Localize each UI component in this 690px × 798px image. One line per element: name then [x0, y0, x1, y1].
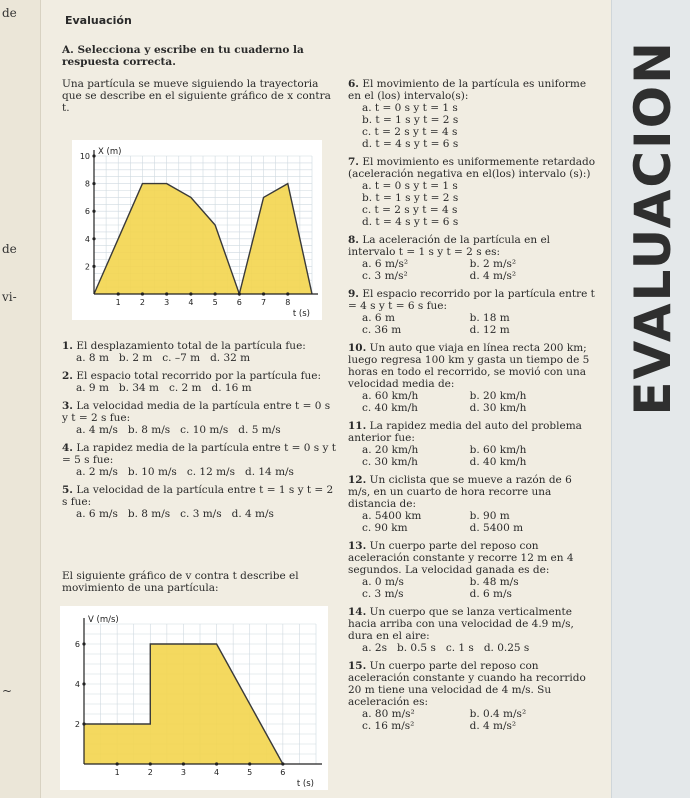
x-tick-mark [215, 762, 218, 765]
answer-option: c. t = 2 s y t = 4 s [362, 126, 458, 138]
question-stem [62, 400, 337, 424]
question-1 [62, 340, 337, 364]
section-tab [611, 0, 690, 798]
y-tick-label: 6 [84, 207, 90, 217]
answer-option: a. 8 m [76, 352, 109, 364]
x-tick-label: 2 [139, 298, 145, 307]
answer-option: b. 60 km/h [469, 444, 527, 456]
answer-option: a. 5400 km [362, 510, 422, 522]
question-text: El espacio total recorrido por la partícula fue: [76, 370, 322, 382]
question-stem [62, 484, 337, 508]
answer-option: d. 0.25 s [483, 642, 530, 654]
x-tick-mark [149, 762, 152, 765]
question-4 [62, 442, 337, 478]
question-stem [62, 370, 337, 382]
answer-option: d. 5 m/s [238, 424, 281, 436]
question-number: 6. [348, 78, 359, 90]
answer-option: a. 0 m/s [362, 576, 404, 588]
y-tick-mark [82, 642, 85, 645]
velocity-time-svg [60, 606, 328, 790]
answer-option: c. 16 m/s² [362, 720, 415, 732]
question-14 [348, 606, 596, 654]
x-tick-label: 7 [261, 298, 267, 307]
answer-option: a. 4 m/s [76, 424, 118, 436]
x-tick-mark [116, 762, 119, 765]
y-tick-label: 10 [79, 152, 90, 161]
x-tick-label: 8 [285, 298, 291, 307]
question-number: 7. [348, 156, 359, 168]
y-tick-label: 2 [74, 720, 80, 729]
chart2-intro: El siguiente gráfico de v contra t describe el movimiento de una partícula: [62, 570, 299, 594]
answer-option: a. 80 m/s² [362, 708, 415, 720]
answer-option: d. 14 m/s [244, 466, 294, 478]
answer-option: a. 9 m [76, 382, 109, 394]
y-tick-mark [92, 154, 95, 157]
answer-option: a. 6 m/s² [362, 258, 409, 270]
answer-option: c. –7 m [162, 352, 201, 364]
question-number: 2. [62, 370, 73, 382]
answer-option: c. t = 2 s y t = 4 s [362, 204, 458, 216]
question-stem [348, 234, 596, 258]
x-axis-label: t (s) [296, 779, 314, 789]
answer-option: c. 2 m [168, 382, 202, 394]
question-options [348, 312, 596, 336]
question-3 [62, 400, 337, 436]
y-tick-mark [92, 237, 95, 240]
question-number: 10. [348, 342, 367, 354]
page-title: Evaluación [65, 14, 132, 27]
question-options [62, 382, 337, 394]
y-tick-label: 6 [74, 640, 80, 649]
answer-option: d. 4 m/s [231, 508, 274, 520]
answer-option: b. 20 km/h [469, 390, 527, 402]
position-time-chart [72, 140, 322, 320]
question-options [62, 352, 337, 364]
question-text: El movimiento es uniformemente retardado (aceleración negativa en el(los) intervalo (s):) [348, 156, 596, 180]
x-tick-label: 5 [212, 298, 218, 307]
x-tick-label: 4 [214, 768, 220, 777]
question-text: Un cuerpo parte del reposo con aceleración constante y cuando ha recorrido 20 m tiene una velocidad de 4 m/s. Su aceleración es: [348, 660, 586, 708]
y-tick-mark [92, 182, 95, 185]
question-12 [348, 474, 596, 534]
answer-option: b. 8 m/s [127, 508, 171, 520]
answer-option: c. 36 m [362, 324, 402, 336]
question-options [62, 508, 337, 520]
y-tick-mark [82, 682, 85, 685]
question-6 [348, 78, 596, 150]
question-7 [348, 156, 596, 228]
question-text: El movimiento de la partícula es uniforme en el (los) intervalo(s): [348, 78, 587, 102]
answer-option: d. 30 km/h [469, 402, 527, 414]
answer-option: b. 0.5 s [397, 642, 436, 654]
question-text: Un ciclista que se mueve a razón de 6 m/s, en un cuarto de hora recorre una distancia de: [348, 474, 572, 510]
question-options [348, 180, 596, 228]
answer-option: c. 90 km [362, 522, 408, 534]
question-number: 8. [348, 234, 359, 246]
y-tick-label: 4 [74, 680, 80, 689]
answer-option: b. 18 m [469, 312, 510, 324]
question-number: 11. [348, 420, 367, 432]
question-number: 1. [62, 340, 73, 352]
answer-option: c. 3 m/s² [362, 270, 408, 282]
answer-option: d. 4 m/s² [469, 720, 517, 732]
velocity-time-chart [60, 606, 328, 790]
answer-option: a. 20 km/h [362, 444, 419, 456]
side-mark: de [2, 242, 17, 256]
question-15 [348, 660, 596, 732]
answer-option: a. t = 0 s y t = 1 s [362, 102, 458, 114]
question-options [348, 642, 596, 654]
answer-option: b. 0.4 m/s² [469, 708, 527, 720]
x-tick-mark [141, 292, 144, 295]
answer-option: d. 32 m [210, 352, 251, 364]
question-number: 13. [348, 540, 367, 552]
question-stem [348, 660, 596, 708]
x-tick-label: 3 [180, 768, 186, 777]
x-tick-mark [281, 762, 284, 765]
x-tick-label: 3 [164, 298, 170, 307]
question-text: Un cuerpo parte del reposo con aceleración constante y recorre 12 m en 4 segundos. La velocidad ganada es de: [348, 540, 574, 576]
question-9 [348, 288, 596, 336]
answer-option: b. 2 m/s² [469, 258, 517, 270]
answer-option: b. 34 m [118, 382, 159, 394]
answer-option: c. 12 m/s [186, 466, 235, 478]
question-text: La aceleración de la partícula en el intervalo t = 1 s y t = 2 s es: [348, 234, 551, 258]
question-text: La rapidez media de la partícula entre t = 0 s y t = 5 s fue: [62, 442, 336, 466]
question-stem [62, 340, 337, 352]
question-number: 14. [348, 606, 367, 618]
answer-option: d. 5400 m [469, 522, 524, 534]
question-options [348, 576, 596, 600]
right-questions [348, 78, 596, 738]
y-tick-mark [92, 265, 95, 268]
question-stem [348, 420, 596, 444]
position-time-svg [72, 140, 322, 320]
question-options [348, 390, 596, 414]
answer-option: a. 2s [362, 642, 388, 654]
answer-option: d. 40 km/h [469, 456, 527, 468]
question-options [348, 510, 596, 534]
side-mark: de [2, 6, 17, 20]
x-tick-label: 1 [115, 298, 121, 307]
question-number: 3. [62, 400, 73, 412]
question-text: La velocidad media de la partícula entre t = 0 s y t = 2 s fue: [62, 400, 331, 424]
question-text: El espacio recorrido por la partícula entre t = 4 s y t = 6 s fue: [348, 288, 595, 312]
question-stem [348, 288, 596, 312]
answer-option: b. 10 m/s [127, 466, 177, 478]
question-text: Un auto que viaja en línea recta 200 km; luego regresa 100 km y gasta un tiempo de 5 horas en todo el recorrido, se movió con una velocidad media de: [348, 342, 590, 390]
question-number: 4. [62, 442, 73, 454]
question-options [348, 102, 596, 150]
answer-option: b. 8 m/s [127, 424, 171, 436]
question-options [348, 708, 596, 732]
intro-2 [62, 570, 337, 594]
x-tick-mark [117, 292, 120, 295]
section-a-intro: Una partícula se mueve siguiendo la trayectoria que se describe en el siguiente gráfico de x contra t. [62, 78, 331, 114]
answer-option: a. 60 km/h [362, 390, 419, 402]
question-text: La rapidez media del auto del problema anterior fue: [348, 420, 582, 444]
question-2 [62, 370, 337, 394]
question-stem [348, 606, 596, 642]
left-questions [62, 340, 337, 526]
question-10 [348, 342, 596, 414]
x-tick-label: 6 [280, 768, 286, 777]
question-text: La velocidad de la partícula entre t = 1 s y t = 2 s fue: [62, 484, 334, 508]
y-tick-label: 4 [84, 234, 90, 244]
answer-option: a. t = 0 s y t = 1 s [362, 180, 458, 192]
answer-option: b. 2 m [118, 352, 153, 364]
question-stem [348, 474, 596, 510]
question-number: 5. [62, 484, 73, 496]
side-mark: ~ [2, 684, 13, 698]
question-13 [348, 540, 596, 600]
answer-option: c. 3 m/s [180, 508, 222, 520]
answer-option: c. 3 m/s [362, 588, 404, 600]
answer-option: a. 2 m/s [76, 466, 118, 478]
x-tick-mark [165, 292, 168, 295]
question-number: 12. [348, 474, 367, 486]
answer-option: d. 6 m/s [469, 588, 512, 600]
section-tab-label: EVALUACION [624, 40, 682, 416]
answer-option: c. 1 s [445, 642, 474, 654]
question-stem [348, 540, 596, 576]
question-8 [348, 234, 596, 282]
section-a-instruction: A. Selecciona y escribe en tu cuaderno la respuesta correcta. [62, 44, 304, 68]
answer-option: d. 4 m/s² [469, 270, 517, 282]
answer-option: b. t = 1 s y t = 2 s [362, 114, 459, 126]
answer-option: c. 10 m/s [180, 424, 229, 436]
answer-option: d. t = 4 s y t = 6 s [362, 138, 459, 150]
answer-option: d. t = 4 s y t = 6 s [362, 216, 459, 228]
x-tick-mark [182, 762, 185, 765]
question-text: El desplazamiento total de la partícula fue: [76, 340, 306, 352]
question-options [348, 444, 596, 468]
x-tick-mark [238, 292, 241, 295]
x-tick-mark [189, 292, 192, 295]
x-tick-label: 2 [147, 768, 153, 777]
answer-option: b. 90 m [469, 510, 510, 522]
y-tick-mark [92, 210, 95, 213]
question-number: 15. [348, 660, 367, 672]
answer-option: d. 16 m [211, 382, 252, 394]
question-options [62, 424, 337, 436]
left-column [62, 44, 334, 114]
y-axis-label: V (m/s) [88, 615, 119, 625]
x-tick-label: 4 [188, 298, 194, 307]
question-stem [348, 342, 596, 390]
x-axis-label: t (s) [292, 309, 310, 319]
question-text: Un cuerpo que se lanza verticalmente hacia arriba con una velocidad de 4.9 m/s, dura en el aire: [348, 606, 574, 642]
x-tick-label: 1 [114, 768, 120, 777]
y-axis-label: X (m) [98, 147, 122, 157]
y-tick-mark [82, 722, 85, 725]
answer-option: c. 40 km/h [362, 402, 418, 414]
question-11 [348, 420, 596, 468]
previous-page-edge [0, 0, 41, 798]
x-tick-mark [214, 292, 217, 295]
side-mark: vi- [2, 290, 17, 304]
x-tick-label: 5 [247, 768, 253, 777]
answer-option: c. 30 km/h [362, 456, 418, 468]
x-tick-mark [248, 762, 251, 765]
answer-option: b. 48 m/s [469, 576, 519, 588]
y-tick-label: 8 [84, 179, 90, 189]
y-tick-label: 2 [84, 262, 90, 272]
answer-option: a. 6 m [362, 312, 395, 324]
x-tick-mark [262, 292, 265, 295]
answer-option: d. 12 m [469, 324, 510, 336]
question-options [348, 258, 596, 282]
x-tick-mark [286, 292, 289, 295]
question-options [62, 466, 337, 478]
question-5 [62, 484, 337, 520]
answer-option: b. t = 1 s y t = 2 s [362, 192, 459, 204]
x-tick-label: 6 [236, 298, 242, 307]
question-number: 9. [348, 288, 359, 300]
question-stem [348, 78, 596, 102]
answer-option: a. 6 m/s [76, 508, 118, 520]
question-stem [62, 442, 337, 466]
question-stem [348, 156, 596, 180]
